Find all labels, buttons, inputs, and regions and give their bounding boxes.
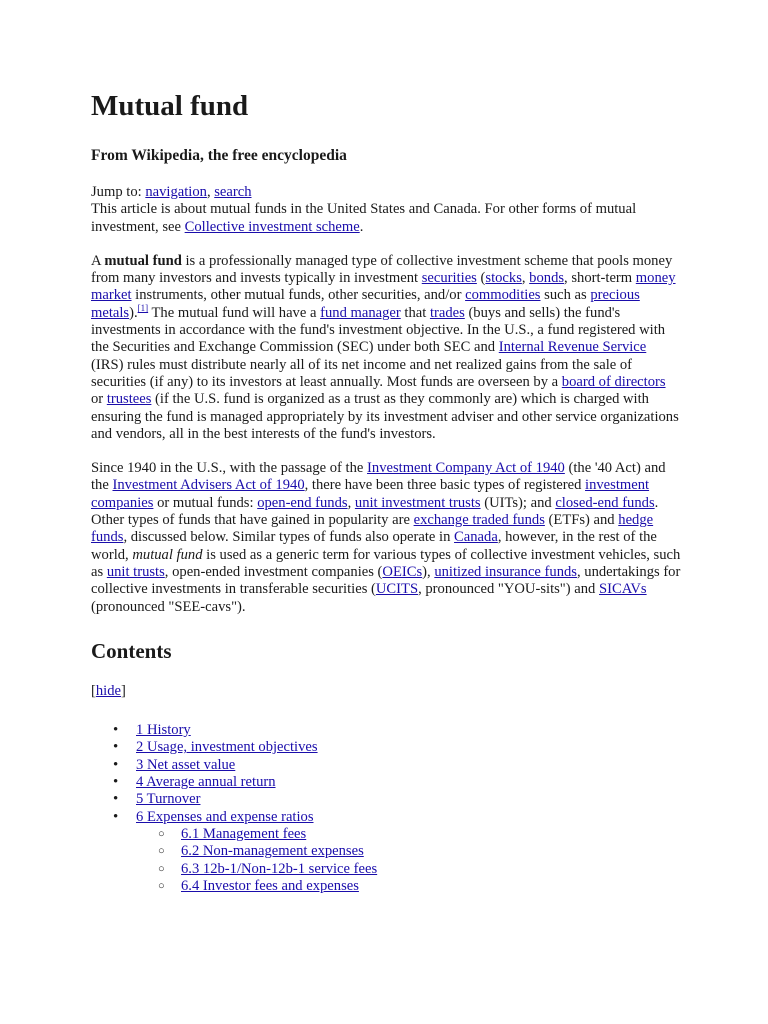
page-title: Mutual fund xyxy=(91,90,249,122)
jump-links xyxy=(91,184,681,201)
p2-text-13: ), xyxy=(422,563,435,580)
stocks-link[interactable]: stocks xyxy=(485,270,522,287)
p2-text-16: (pronounced "SEE-cavs"). xyxy=(91,598,246,615)
hedge-funds-link[interactable]: hedge funds xyxy=(91,512,654,546)
securities-link[interactable]: securities xyxy=(421,270,477,287)
toc-link-expenses[interactable]: 6 Expenses and expense ratios xyxy=(136,808,314,825)
search-link[interactable]: search xyxy=(214,184,252,200)
toc-subitem xyxy=(136,861,681,878)
navigation-link[interactable]: navigation xyxy=(145,184,207,200)
toc-subitem xyxy=(136,878,681,895)
hide-close-bracket: ] xyxy=(121,682,126,699)
toc-link-net-asset-value[interactable]: 3 Net asset value xyxy=(136,756,236,773)
p2-text-5: , xyxy=(347,494,355,511)
toc-link-investor-fees[interactable]: 6.4 Investor fees and expenses xyxy=(181,877,359,894)
toc-link-turnover[interactable]: 5 Turnover xyxy=(136,791,201,808)
p1-text-11: (buys and sells) the fund's investments in accordance with the fund's investment objective. In the U.S., a fund registered with the Securities and Exchange Commission (SEC) under both SEC and xyxy=(91,304,666,356)
p2-text-15: , pronounced "YOU-sits") and xyxy=(418,581,599,598)
toc-link-non-management-expenses[interactable]: 6.2 Non-management expenses xyxy=(181,843,364,860)
p1-text-6: instruments, other mutual funds, other securities, and/or xyxy=(131,287,466,304)
jump-prefix: Jump to: xyxy=(91,184,146,200)
investment-companies-link[interactable]: investment companies xyxy=(91,477,650,511)
p2-text-1: Since 1940 in the U.S., with the passage of the xyxy=(91,460,368,477)
unitized-insurance-funds-link[interactable]: unitized insurance funds xyxy=(434,563,577,580)
hatnote xyxy=(91,201,681,236)
jump-separator: , xyxy=(206,184,215,200)
toc-item xyxy=(91,739,681,756)
toc-item xyxy=(91,791,681,808)
unit-trusts-link[interactable]: unit trusts xyxy=(106,563,165,580)
internal-revenue-service-link[interactable]: Internal Revenue Service xyxy=(498,339,647,356)
p2-text-14: , undertakings for collective investments in transferable securities ( xyxy=(91,563,681,598)
p1-text-12: (IRS) rules must distribute nearly all of its net income and net realized gains from the sale of securities (if any) to its investors at least annually. Most funds are overseen by a xyxy=(91,356,633,390)
trustees-link[interactable]: trustees xyxy=(106,391,152,408)
hatnote-end: . xyxy=(359,218,364,235)
hide-toc-link[interactable]: hide xyxy=(95,682,122,699)
table-of-contents xyxy=(91,722,681,895)
money-market-link[interactable]: money market xyxy=(91,270,676,304)
p1-text-9: The mutual fund will have a xyxy=(148,304,321,321)
p1-text-8: ). xyxy=(129,304,138,321)
mutual-fund-italic: mutual fund xyxy=(132,546,203,563)
oeics-link[interactable]: OEICs xyxy=(382,563,423,580)
mutual-fund-bold: mutual fund xyxy=(104,252,182,269)
toc-item xyxy=(91,809,681,895)
p1-text-1: A xyxy=(91,252,105,269)
p1-text-7: such as xyxy=(540,287,591,304)
toc-link-usage[interactable]: 2 Usage, investment objectives xyxy=(136,739,318,756)
commodities-link[interactable]: commodities xyxy=(465,287,541,304)
p1-text-5: , short-term xyxy=(564,270,636,287)
p1-text-14: (if the U.S. fund is organized as a trust as they commonly are) which is charged with ensuring the fund is managed appropriately by its investment adviser and other service organizations and vendors, all in the best interests of the fund's investors. xyxy=(91,391,679,442)
hatnote-text: This article is about mutual funds in the United States and Canada. For other forms of mutual investment, see xyxy=(91,201,637,235)
p1-text-4: , xyxy=(521,270,530,287)
board-of-directors-link[interactable]: board of directors xyxy=(561,373,666,390)
p2-text-4: or mutual funds: xyxy=(153,494,258,511)
toc-link-average-annual-return[interactable]: 4 Average annual return xyxy=(136,774,276,791)
sicavs-link[interactable]: SICAVs xyxy=(599,581,647,598)
p2-text-9: , discussed below. Similar types of funds also operate in xyxy=(123,529,455,546)
p1-text-13: or xyxy=(91,391,107,408)
p2-text-8: (ETFs) and xyxy=(544,512,619,529)
hide-open-bracket: [ xyxy=(91,682,96,699)
article-content xyxy=(91,88,681,895)
canada-link[interactable]: Canada xyxy=(454,529,498,546)
p2-text-10: , however, in the rest of the world, xyxy=(91,529,657,563)
contents-heading: Contents xyxy=(91,638,172,663)
reference-1-link[interactable]: [1] xyxy=(137,302,149,313)
intro-paragraph xyxy=(91,253,681,443)
p2-text-2: (the '40 Act) and the xyxy=(91,460,666,494)
p2-text-3: , there have been three basic types of registered xyxy=(304,477,586,494)
toc-item xyxy=(91,757,681,774)
toc-subitem xyxy=(136,826,681,843)
closed-end-funds-link[interactable]: closed-end funds xyxy=(555,494,655,511)
toc-link-history[interactable]: 1 History xyxy=(136,722,191,739)
p2-text-11: is used as a generic term for various types of collective investment vehicles, such as xyxy=(91,546,681,580)
site-subtitle: From Wikipedia, the free encyclopedia xyxy=(91,147,347,164)
exchange-traded-funds-link[interactable]: exchange traded funds xyxy=(413,512,545,529)
p2-text-12: , open-ended investment companies ( xyxy=(164,563,383,580)
p1-text-2: is a professionally managed type of collective investment scheme that pools money from many investors and invests typically in investment xyxy=(91,252,673,287)
p1-text-10: that xyxy=(400,304,430,321)
toc-link-management-fees[interactable]: 6.1 Management fees xyxy=(181,825,307,842)
unit-investment-trusts-link[interactable]: unit investment trusts xyxy=(354,494,481,511)
investment-advisers-act-link[interactable]: Investment Advisers Act of 1940 xyxy=(112,477,305,494)
toc-sublist xyxy=(136,826,681,895)
toc-link-service-fees[interactable]: 6.3 12b-1/Non-12b-1 service fees xyxy=(181,860,378,877)
ucits-link[interactable]: UCITS xyxy=(375,581,419,598)
history-paragraph xyxy=(91,460,681,616)
fund-manager-link[interactable]: fund manager xyxy=(320,304,401,321)
open-end-funds-link[interactable]: open-end funds xyxy=(257,494,348,511)
collective-investment-scheme-link[interactable]: Collective investment scheme xyxy=(184,218,360,235)
toc-item xyxy=(91,774,681,791)
precious-metals-link[interactable]: precious metals xyxy=(91,287,640,321)
toc-item xyxy=(91,722,681,739)
p2-text-6: (UITs); and xyxy=(480,494,556,511)
toc-subitem xyxy=(136,843,681,860)
p1-text-3: ( xyxy=(476,270,486,287)
toc-toggle xyxy=(91,683,681,700)
trades-link[interactable]: trades xyxy=(429,304,465,321)
p2-text-7: . Other types of funds that have gained in popularity are xyxy=(91,494,659,529)
bonds-link[interactable]: bonds xyxy=(529,270,565,287)
investment-company-act-link[interactable]: Investment Company Act of 1940 xyxy=(367,460,565,477)
